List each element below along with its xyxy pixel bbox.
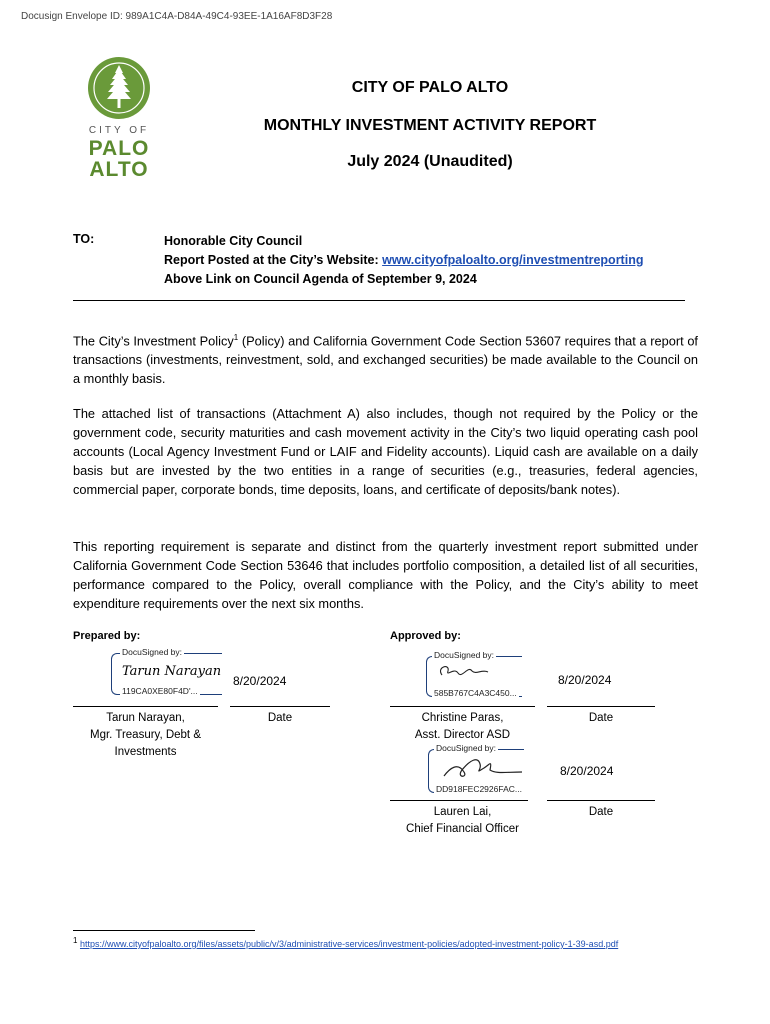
preparer-name-line: Tarun Narayan, — [106, 712, 185, 724]
approver2-name-line: Lauren Lai, — [433, 806, 492, 818]
preparer-signature-line — [73, 706, 218, 707]
preparer-title-line-2: Investments — [114, 746, 177, 758]
agenda-line: Above Link on Council Agenda of September 9, 2024 — [164, 272, 477, 286]
approver1-name-line: Christine Paras, — [421, 712, 504, 724]
tree-icon — [88, 57, 150, 119]
approver2-title-line: Chief Financial Officer — [406, 823, 519, 835]
approver1-signature — [432, 661, 507, 685]
docusign-envelope-id: Docusign Envelope ID: 989A1C4A-D84A-49C4-93EE-1A16AF8D3F28 — [21, 11, 333, 22]
city-logo — [80, 55, 160, 180]
investment-reporting-link[interactable]: www.cityofpaloalto.org/investmentreporting — [382, 253, 644, 267]
preparer-date-line — [230, 706, 330, 707]
footnote-rule — [73, 930, 255, 931]
preparer-date-label: Date — [267, 712, 293, 724]
approver2-signature — [436, 752, 526, 782]
approver2-date-label: Date — [588, 806, 614, 818]
approver1-sig-id: 585B767C4A3C450... — [434, 688, 517, 698]
approver2-name — [390, 804, 535, 838]
approver1-date-line — [547, 706, 655, 707]
paragraph-2: The attached list of transactions (Attachment A) also includes, though not required by the Policy or the government code, security maturities and cash movement activity in the City’s two liquid operating cash pool accounts (Local Agency Investment Fund or LAIF and Fidelity accounts). Liquid cash are available on a daily basis but are invested by the two entities in a range of securities (e.g., treasuries, federal agencies, commercial paper, corporate bonds, time deposits, loans, and certificate of deposits/bank notes). — [73, 406, 698, 497]
policy-link[interactable]: https://www.cityofpaloalto.org/files/assets/public/v/3/administrative-services/investment-policies/adopted-investment-policy-1-39-asd.pdf — [79, 939, 619, 949]
approver1-title-line: Asst. Director ASD — [414, 729, 511, 741]
paragraph-3: This reporting requirement is separate and distinct from the quarterly investment report submitted under California Government Code Section 53646 that includes portfolio composition, a detailed list of all securities, performance compared to the Policy, overall compliance with the Policy, and the City’s ability to meet expenditure requirements over the next six months. — [73, 539, 698, 611]
preparer-date: 8/20/2024 — [233, 674, 287, 688]
approver2-signature-line — [390, 800, 528, 801]
approver2-date-line — [547, 800, 655, 801]
approver1-name — [390, 710, 535, 744]
preparer-title-line: Mgr. Treasury, Debt & — [90, 729, 201, 741]
separator-rule — [73, 300, 685, 301]
approver2-date: 8/20/2024 — [560, 764, 614, 778]
logo-alto-text: ALTO — [89, 158, 149, 181]
report-subtitle: MONTHLY INVESTMENT ACTIVITY REPORT — [263, 117, 597, 134]
posted-prefix: Report Posted at the City’s Website: — [164, 253, 383, 267]
docusigned-by-label: DocuSigned by: — [122, 647, 183, 657]
p1-text-b: (Policy) and California Government Code Section 53607 requires that a report of transactions (investments, reinvestment, sold, and exchanged securities) be made available to the Council on a monthly basis. — [73, 333, 698, 387]
approver1-date: 8/20/2024 — [558, 673, 612, 687]
prepared-by-label: Prepared by: — [73, 630, 141, 642]
logo-city-of-text: CITY OF — [88, 125, 150, 136]
preparer-name — [73, 710, 218, 761]
approver2-sig-id: DD918FEC2926FAC... — [436, 784, 522, 794]
footnote-ref[interactable]: 1 — [233, 333, 239, 342]
logo-palo-text: PALO — [88, 137, 150, 160]
approver1-signature-line — [390, 706, 535, 707]
preparer-sig-id: 119CA0XE80F4D'... — [122, 686, 198, 696]
to-label: TO: — [73, 232, 95, 246]
paragraph-1 — [73, 328, 698, 388]
footnote-marker: 1 — [73, 936, 78, 945]
docusigned-by-label: DocuSigned by: — [436, 743, 497, 753]
footnote — [73, 936, 618, 949]
report-title: CITY OF PALO ALTO — [351, 79, 509, 96]
report-period: July 2024 (Unaudited) — [347, 153, 513, 170]
posted-line — [164, 251, 643, 270]
approver1-date-label: Date — [588, 712, 614, 724]
approved-by-label: Approved by: — [390, 630, 461, 642]
p1-text-a: The City’s Investment Policy — [73, 333, 234, 349]
recipient: Honorable City Council — [164, 234, 303, 248]
to-block — [164, 232, 643, 289]
preparer-signature: Tarun Narayan — [122, 664, 222, 679]
docusigned-by-label: DocuSigned by: — [434, 650, 495, 660]
